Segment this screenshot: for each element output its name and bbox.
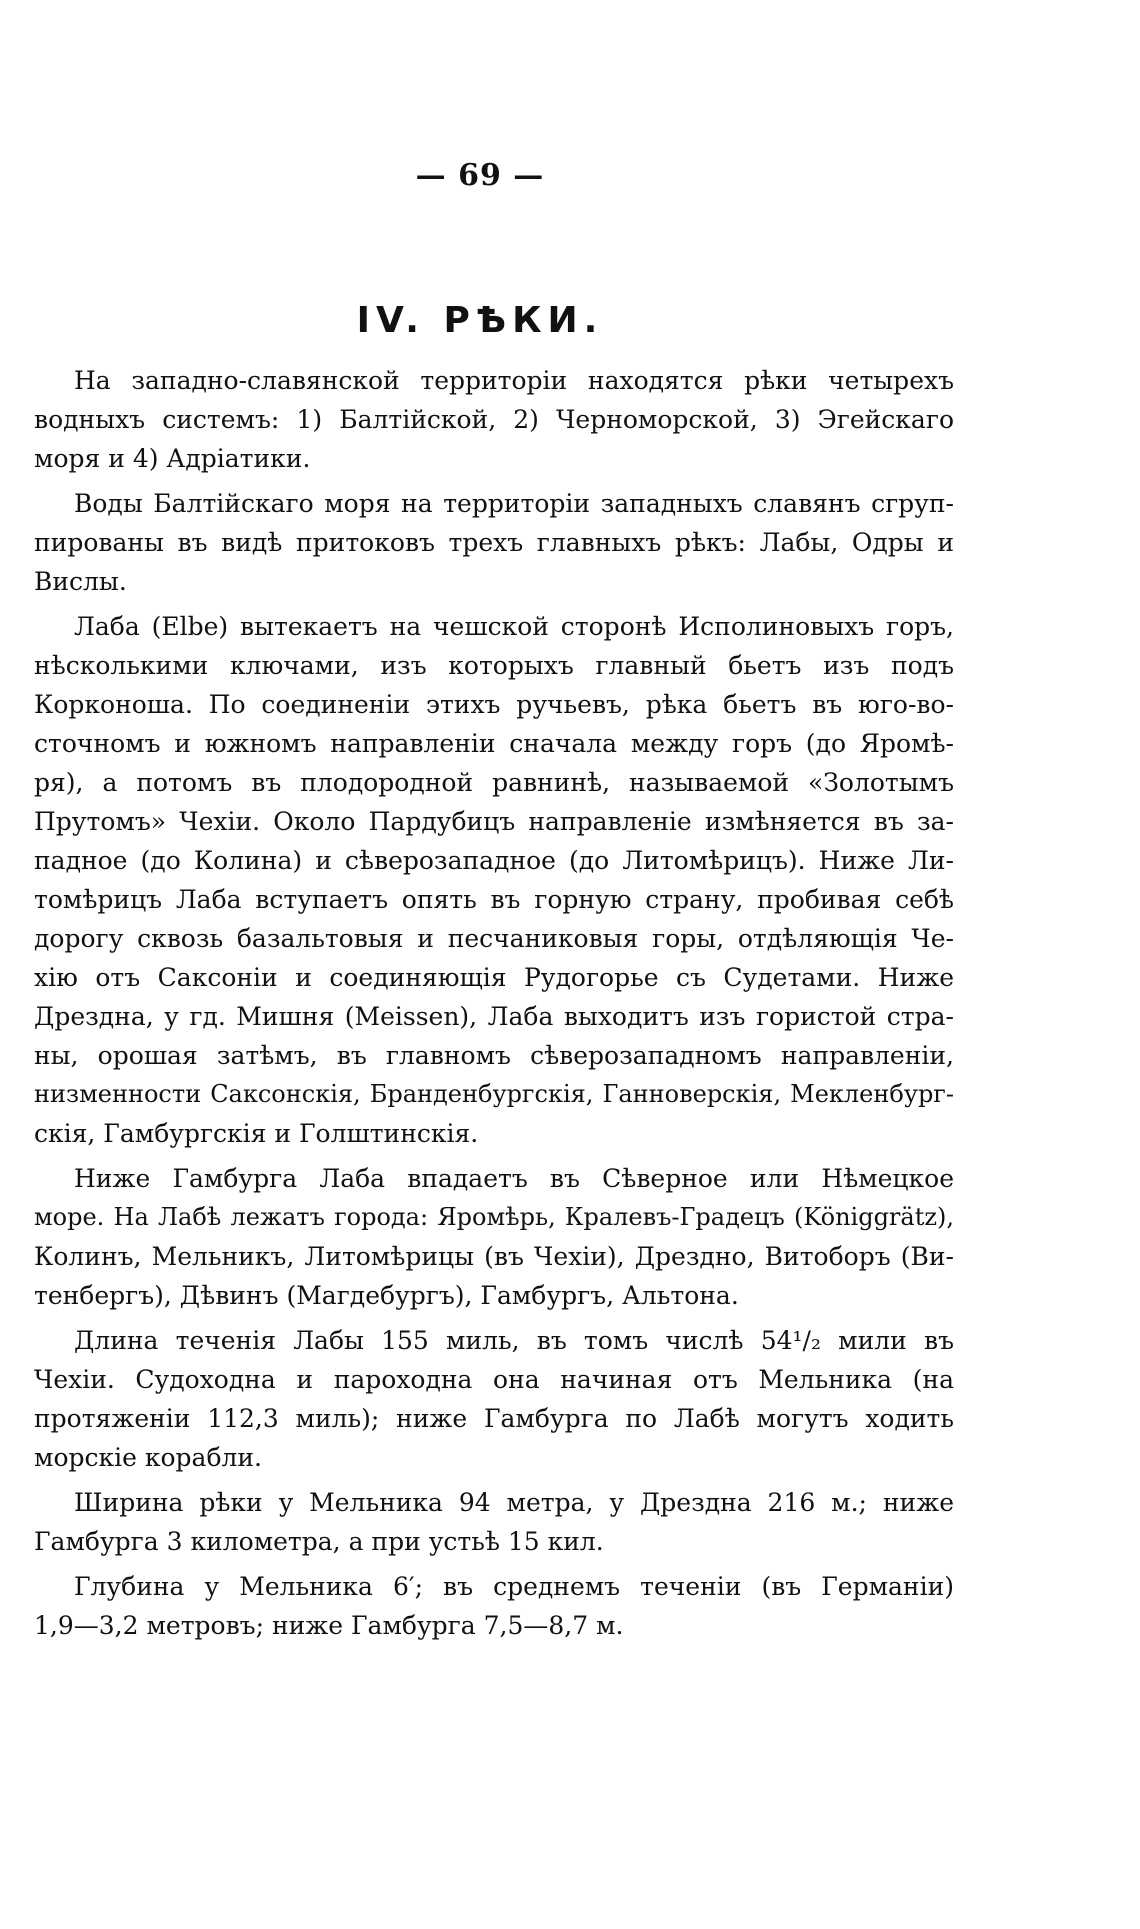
paragraph xyxy=(34,607,954,1153)
text-line: На западно-славянской территоріи находятся рѣки четырехъ xyxy=(74,366,954,395)
text-line: Воды Балтійскаго моря на территоріи западныхъ славянъ сгруп- xyxy=(74,489,954,518)
text-line: Колинъ, Мельникъ, Литомѣрицы (въ Чехіи), Дрездно, Витоборъ (Ви- xyxy=(34,1242,954,1271)
text-line: Лаба (Elbe) вытекаетъ на чешской сторонѣ Исполиновыхъ горъ, xyxy=(74,612,954,641)
paragraph xyxy=(34,484,954,601)
body-text xyxy=(34,361,954,1651)
text-line: Ширина рѣки у Мельника 94 метра, у Дрездна 216 м.; ниже xyxy=(74,1488,954,1517)
text-line: морскіе корабли. xyxy=(34,1443,262,1472)
text-line: Прутомъ» Чехіи. Около Пардубицъ направленіе измѣняется въ за- xyxy=(34,807,954,836)
text-line: протяженіи 112,3 миль); ниже Гамбурга по Лабѣ могутъ ходить xyxy=(34,1404,954,1433)
text-line: скія, Гамбургскія и Голштинскія. xyxy=(34,1119,479,1148)
paragraph xyxy=(34,1159,954,1315)
text-line: тенбергъ), Дѣвинъ (Магдебургъ), Гамбургъ, Альтона. xyxy=(34,1281,739,1310)
text-line: Длина теченія Лабы 155 миль, въ томъ числѣ 54¹/₂ мили въ xyxy=(74,1326,954,1355)
text-line: моря и 4) Адріатики. xyxy=(34,444,311,473)
paragraph xyxy=(34,1483,954,1561)
text-line: Чехіи. Судоходна и пароходна она начиная отъ Мельника (на xyxy=(34,1365,954,1394)
text-line: хію отъ Саксоніи и соединяющія Рудогорье съ Судетами. Ниже xyxy=(34,963,954,992)
text-line: Вислы. xyxy=(34,567,127,596)
text-line: 1,9—3,2 метровъ; ниже Гамбурга 7,5—8,7 м. xyxy=(34,1611,624,1640)
text-line: Гамбурга 3 километра, а при устьѣ 15 кил. xyxy=(34,1527,604,1556)
paragraph xyxy=(34,361,954,478)
paragraph xyxy=(34,1567,954,1645)
text-line: водныхъ системъ: 1) Балтійской, 2) Черноморской, 3) Эгейскаго xyxy=(34,405,954,434)
chapter-title: IV. РѢКИ. xyxy=(356,300,604,341)
text-line: Ниже Гамбурга Лаба впадаетъ въ Сѣверное или Нѣмецкое xyxy=(74,1164,954,1193)
text-line: падное (до Колина) и сѣверозападное (до Литомѣрицъ). Ниже Ли- xyxy=(34,846,954,875)
text-line: ны, орошая затѣмъ, въ главномъ сѣверозападномъ направленіи, xyxy=(34,1041,954,1070)
text-line: дорогу сквозь базальтовыя и песчаниковыя горы, отдѣляющія Че- xyxy=(34,924,954,953)
text-line: Глубина у Мельника 6′; въ среднемъ теченіи (въ Германіи) xyxy=(74,1572,954,1601)
text-line: сточномъ и южномъ направленіи сначала между горъ (до Яромѣ- xyxy=(34,729,954,758)
text-line: пированы въ видѣ притоковъ трехъ главныхъ рѣкъ: Лабы, Одры и xyxy=(34,528,954,557)
text-line: Корконоша. По соединеніи этихъ ручьевъ, рѣка бьетъ въ юго-во- xyxy=(34,690,954,719)
text-line: ря), а потомъ въ плодородной равнинѣ, называемой «Золотымъ xyxy=(34,768,954,797)
text-line: нѣсколькими ключами, изъ которыхъ главный бьетъ изъ подъ xyxy=(34,651,954,680)
text-line: томѣрицъ Лаба вступаетъ опять въ горную страну, пробивая себѣ xyxy=(34,885,954,914)
page-number: — 69 — xyxy=(415,158,545,193)
text-line: низменности Саксонскія, Бранденбургскія, Ганноверскія, Мекленбург- xyxy=(34,1080,954,1108)
paragraph xyxy=(34,1321,954,1477)
text-line: Дрездна, у гд. Мишня (Meissen), Лаба выходитъ изъ гористой стра- xyxy=(34,1002,954,1031)
text-line: море. На Лабѣ лежатъ города: Яромѣрь, Кралевъ-Градецъ (Königgrätz), xyxy=(34,1203,954,1231)
